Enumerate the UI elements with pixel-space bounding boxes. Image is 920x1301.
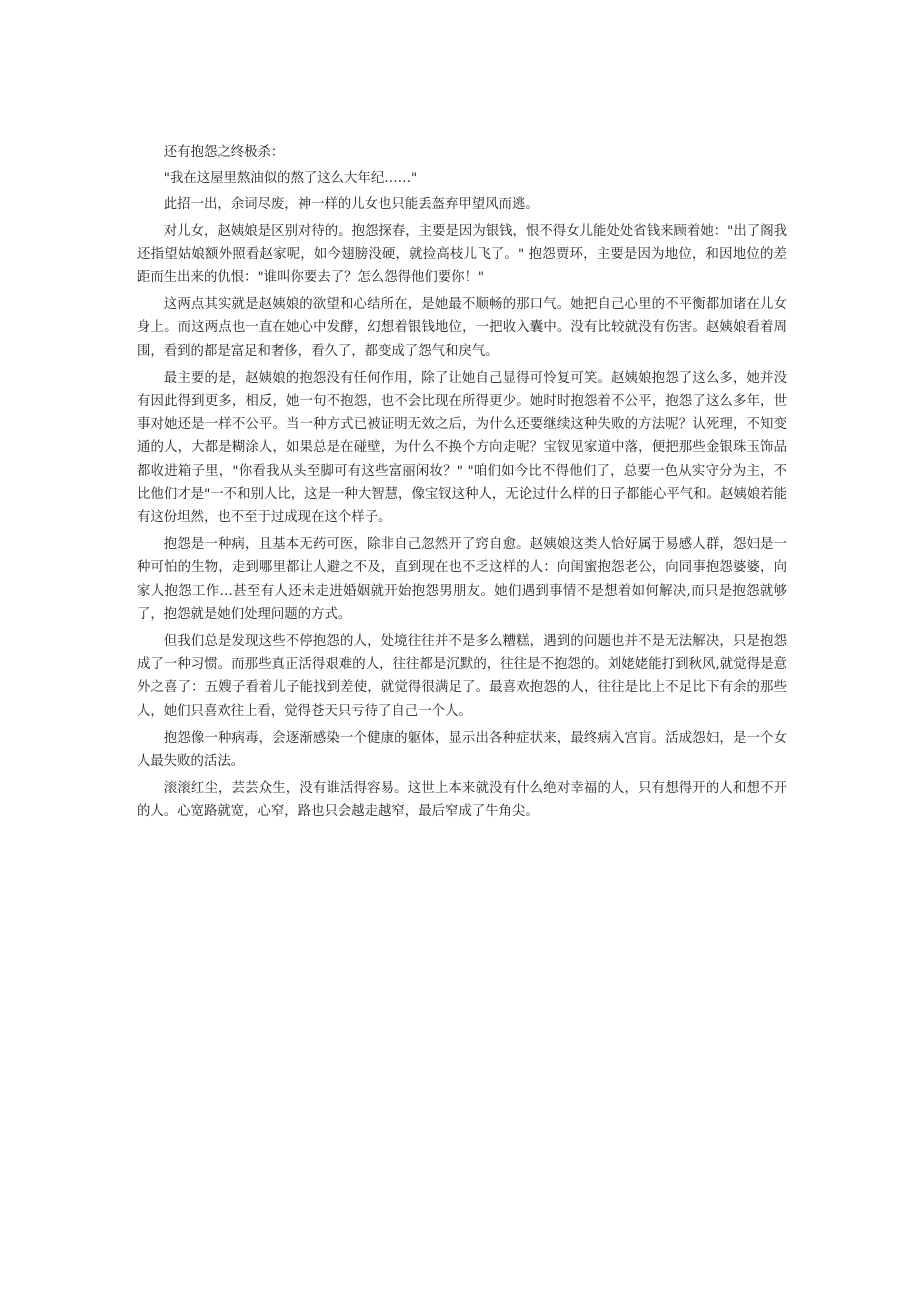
paragraph: 此招一出，余词尽废，神一样的儿女也只能丢盔弃甲望风而逃。: [163, 197, 539, 213]
article-body: [137, 141, 787, 828]
paragraph: 滚滚红尘，芸芸众生，没有谁活得容易。这世上本来就没有什么绝对幸福的人，只有想得开的人和想不开的人。心宽路就宽，心窄，路也只会越走越窄，最后窄成了牛角尖。: [137, 781, 787, 820]
paragraph: 对儿女，赵姨娘是区别对待的。抱怨探春，主要是因为银钱，恨不得女儿能处处省钱来顾着她："出了阁我还指望姑娘额外照看赵家呢，如今翅膀没硬，就捡高枝儿飞了。" 抱怨贾环，主要是因为地位，和因地位的差距而生出来的仇恨："谁叫你要去了？怎么怨得他们要你！": [137, 223, 787, 286]
paragraph: 这两点其实就是赵姨娘的欲望和心结所在，是她最不顺畅的那口气。她把自己心里的不平衡都加诸在儿女身上。而这两点也一直在她心中发酵，幻想着银钱地位，一把收入囊中。没有比较就没有伤害。赵姨娘看着周围，看到的都是富足和奢侈，看久了，都变成了怨气和戾气。: [137, 297, 787, 359]
paragraph: "我在这屋里熬油似的熬了这么大年纪……": [163, 171, 418, 187]
paragraph: 抱怨像一种病毒，会逐渐感染一个健康的躯体，显示出各种症状来，最终病入宫肓。活成怨妇，是一个女人最失败的活法。: [137, 730, 787, 770]
paragraph: 但我们总是发现这些不停抱怨的人，处境往往并不是多么糟糕，遇到的问题也并不是无法解决，只是抱怨成了一种习惯。而那些真正活得艰难的人，往往都是沉默的，往往是不抱怨的。刘姥姥能打到秋风,就觉得是意外之喜了：五嫂子看着儿子能找到差使，就觉得很满足了。最喜欢抱怨的人，往往是比上不足比下有余的那些人，她们只喜欢往上看，觉得苍天只亏待了自己一个人。: [137, 634, 787, 719]
paragraph: 最主要的是，赵姨娘的抱怨没有任何作用，除了让她自己显得可怜复可笑。赵姨娘抱怨了这么多，她并没有因此得到更多，相反，她一句不抱怨，也不会比现在所得更少。她时时抱怨着不公平，抱怨了这么多年，世事对她还是一样不公平。当一种方式已被证明无效之后，为什么还要继续这种失败的方法呢？认死理，不知变通的人，大都是糊涂人，如果总是在碰壁，为什么不换个方向走呢？宝钗见家道中落，便把那些金银珠玉饰品都收进箱子里，"你看我从头至脚可有这些富丽闲妆？" "咱们如今比不得他们了，总要一色从实守分为主，不比他们才是"一不和别人比，这是一种大智慧，像宝钗这种人，无论过什么样的日子都能心平气和。赵姨娘若能有这份坦然，也不至于过成现在这个样子。: [137, 370, 787, 526]
paragraph: 抱怨是一种病，且基本无药可医，除非自己忽然开了窍自愈。赵姨娘这类人恰好属于易感人群，怨妇是一种可怕的生物，走到哪里都让人避之不及，直到现在也不乏这样的人：向闺蜜抱怨老公，向同事抱怨婆婆，向家人抱怨工作…甚至有人还未走进婚姻就开始抱怨男朋友。她们遇到事情不是想着如何解决,而只是抱怨就够了，抱怨就是她们处理问题的方式。: [137, 537, 787, 622]
paragraph: 还有抱怨之终极杀：: [163, 145, 285, 160]
